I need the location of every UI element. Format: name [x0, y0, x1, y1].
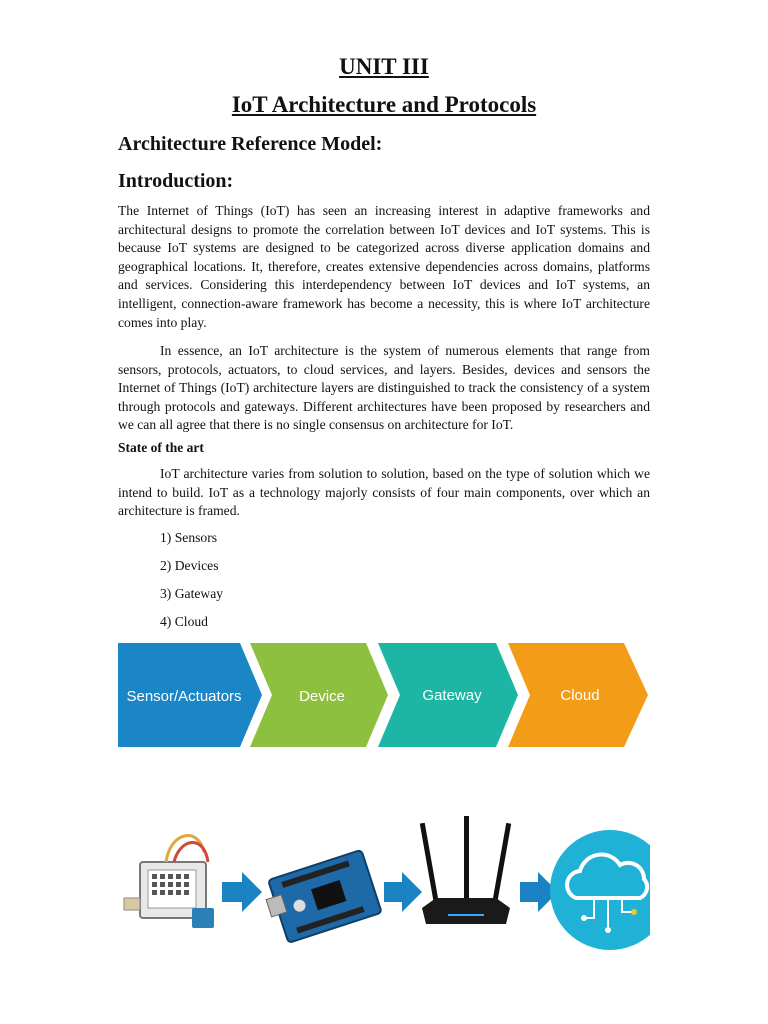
essence-paragraph: In essence, an IoT architecture is the system of numerous elements that range from sensors, protocols, actuators, to cloud services, and layers. Besides, devices and sensors the Internet of Things (IoT) architecture layers are distinguished to track the consistency of a system through protocols and gateways. Different architectures have been proposed by researchers and we can all agree that there is no single consensus on architecture for IoT. [118, 343, 650, 433]
stage-label: Cloud [560, 687, 600, 704]
list-item: 2) Devices [160, 558, 219, 573]
list-item: 3) Gateway [160, 586, 224, 601]
state-heading: State of the art [118, 440, 204, 455]
router-icon [420, 816, 511, 924]
unit-heading: UNIT III [339, 54, 429, 79]
sensor-board-icon [124, 836, 214, 928]
intro-paragraph: The Internet of Things (IoT) has seen an increasing interest in adaptive frameworks and architectural designs to promote the correlation between IoT devices and IoT systems. This is because IoT systems are designed to be categorized across diverse application domains and geographical locations. It, therefore, creates extensive dependencies across domains, platforms and services. Considering this interdependency between IoT devices and IoT systems, an intelligent, connection-aware framework has become a necessity, this is where IoT architecture comes into play. [118, 203, 650, 330]
list-item: 1) Sensors [160, 530, 218, 545]
architecture-flow-diagram [118, 643, 650, 747]
arduino-board-icon [260, 850, 381, 946]
section-heading: Architecture Reference Model: [118, 133, 383, 155]
state-paragraph: IoT architecture varies from solution to solution, based on the type of solution which we intend to build. IoT as a technology majorly consists of four main components, over which an architecture is framed. [118, 466, 650, 519]
flow-arrow-icon [222, 872, 262, 912]
stage-label: Gateway [422, 687, 482, 704]
list-item: 4) Cloud [160, 614, 208, 629]
flow-arrow-icon [384, 872, 422, 912]
component-icons-row [118, 812, 650, 962]
stage-label: Device [299, 688, 345, 705]
page-title: IoT Architecture and Protocols [231, 92, 537, 117]
cloud-circuit-icon [550, 830, 650, 950]
subsection-heading: Introduction: [118, 170, 234, 192]
stage-label: Sensor/Actuators [126, 688, 242, 705]
